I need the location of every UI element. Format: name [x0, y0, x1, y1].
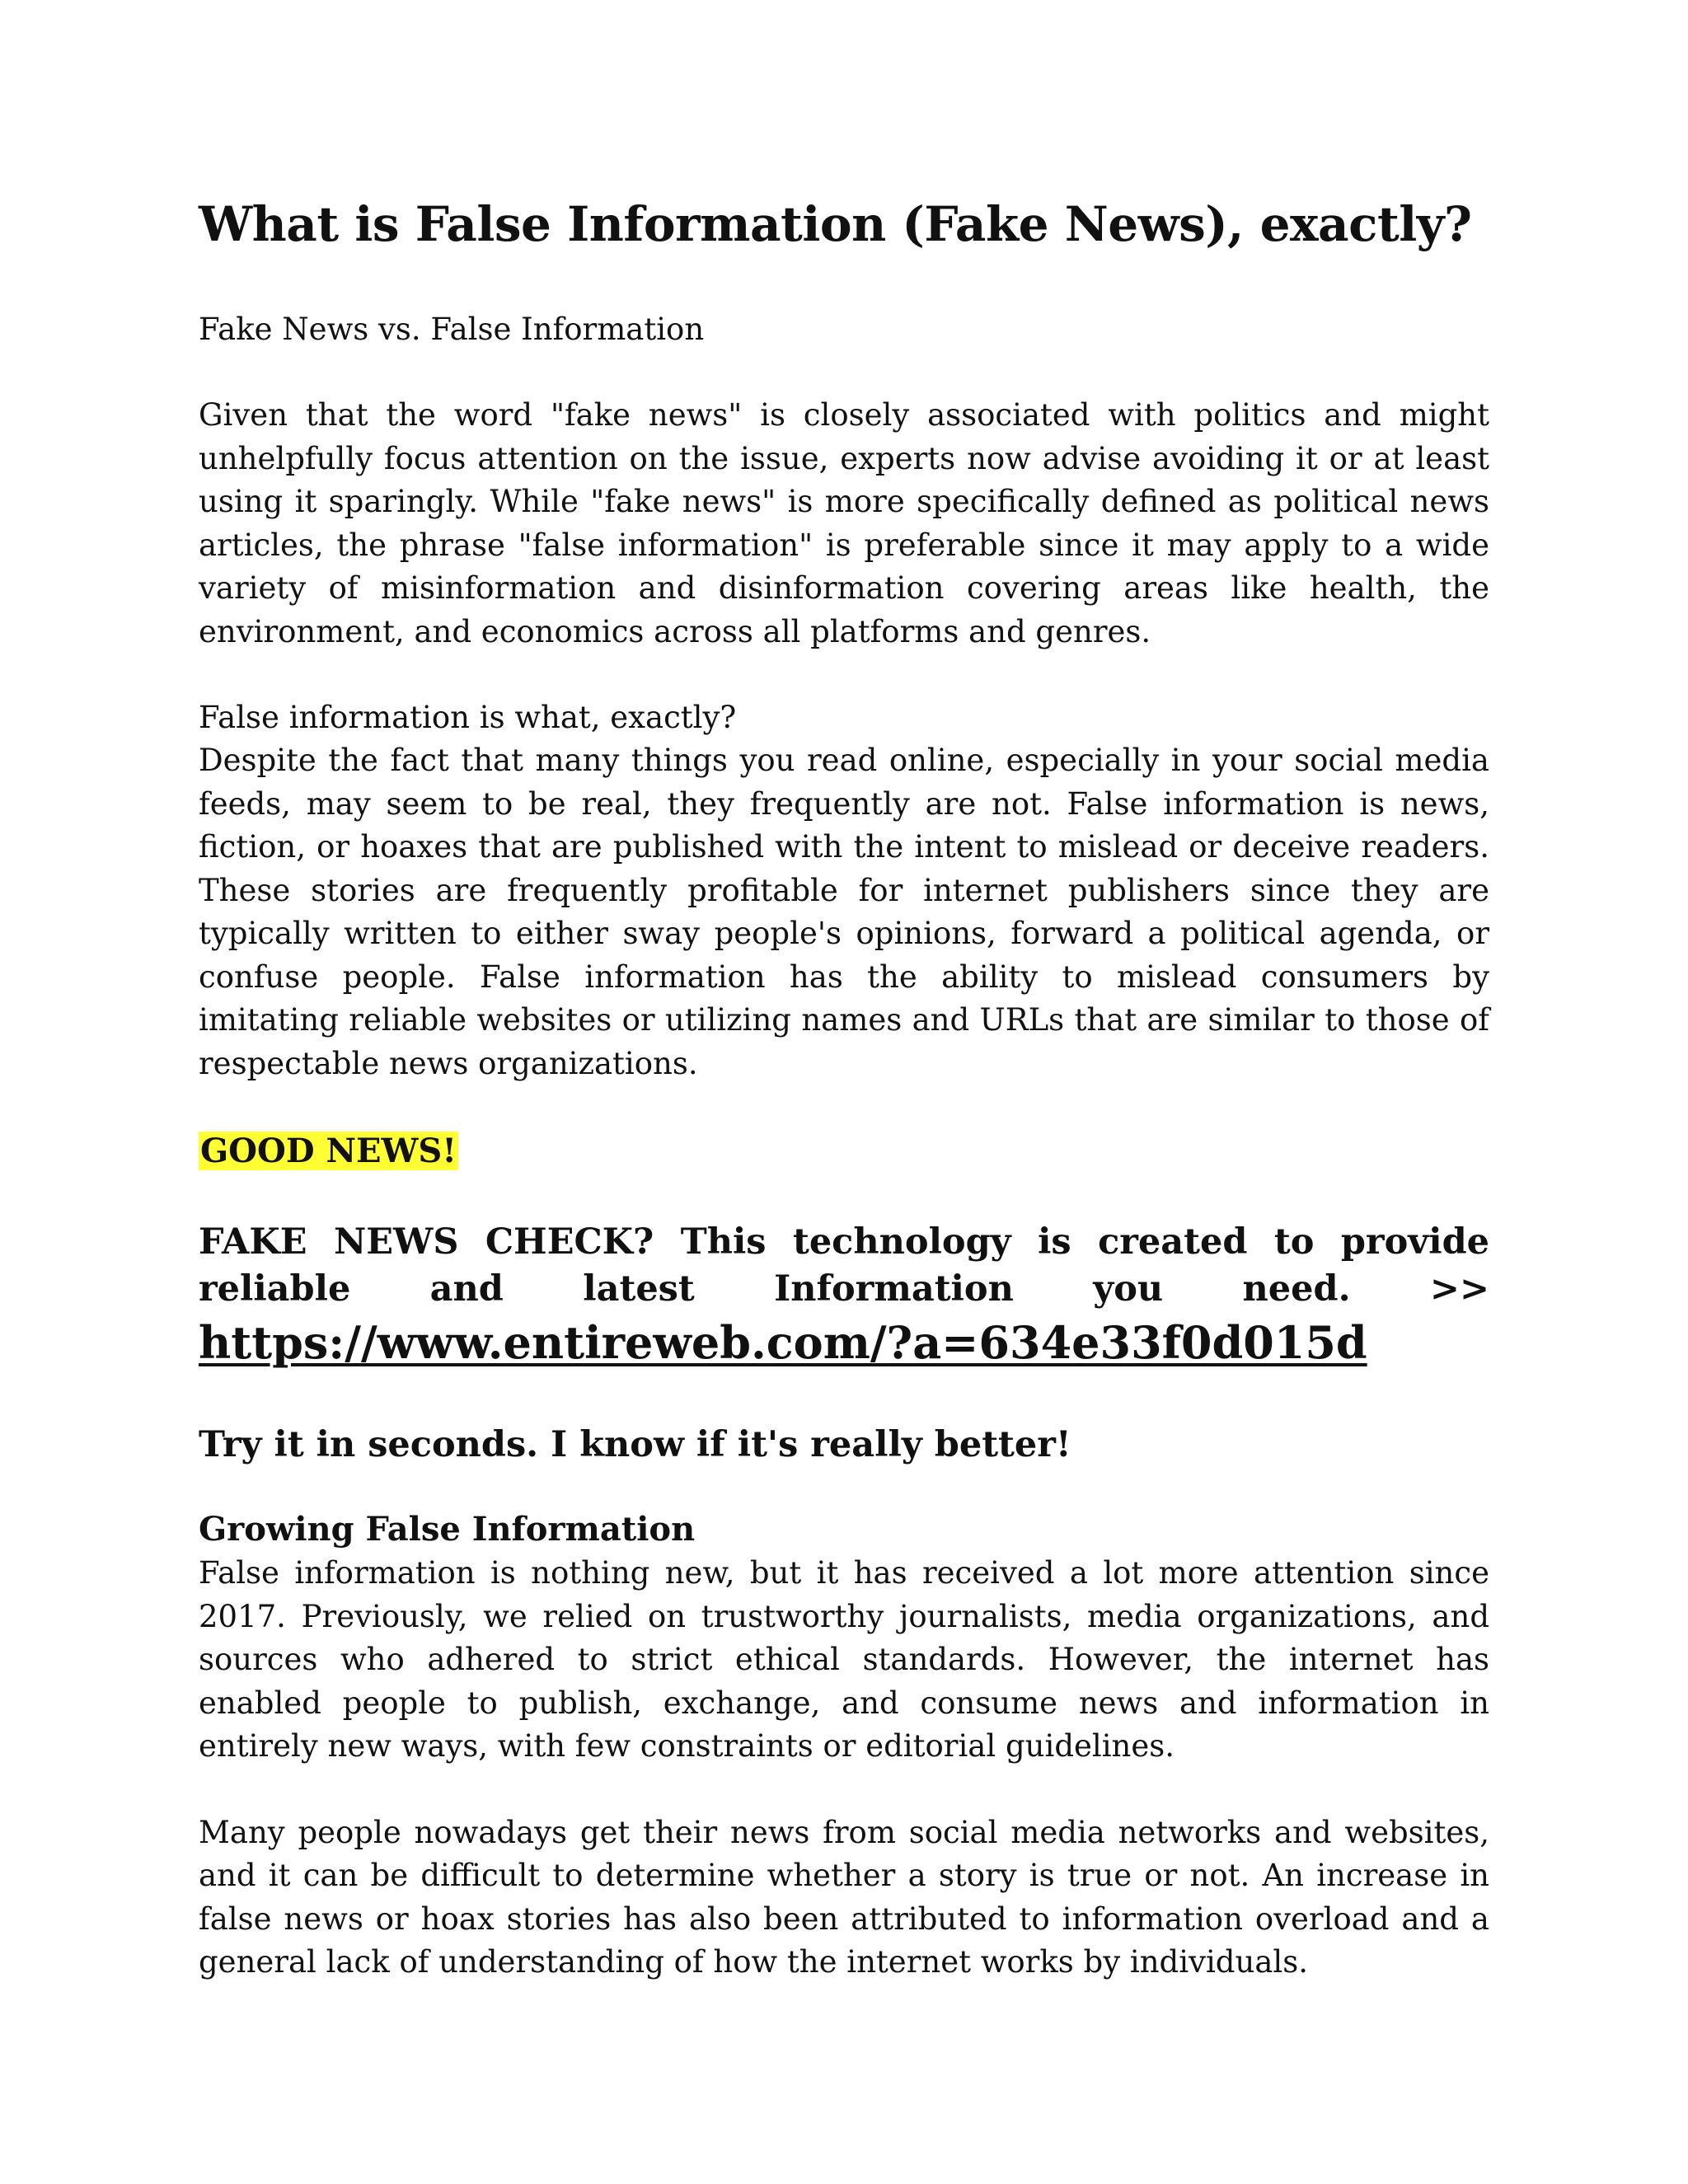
closing-paragraph: Many people nowadays get their news from social media networks and websites, and it can be difficult to determine whether a story is true or not. An increase in false news or hoax stories has also been attributed to information overload and a general lack of understanding of how the internet works by individuals.	[199, 1814, 1489, 1980]
section-heading: Growing False Information	[199, 1510, 696, 1549]
intro-paragraph: Given that the word "fake news" is closely associated with politics and might unhelpfully focus attention on the issue, experts now advise avoiding it or at least using it sparingly. While "fake news" is more specifically defined as political news articles, the phrase "false information" is preferable since it may apply to a wide variety of misinformation and disinformation covering areas like health, the environment, and economics across all platforms and genres.	[199, 397, 1489, 649]
document-title: What is False Information (Fake News), exactly?	[199, 196, 1472, 252]
definition-paragraph: Despite the fact that many things you read online, especially in your social media feeds, may seem to be real, they frequently are not. False information is news, fiction, or hoaxes that are published with the intent to mislead or deceive readers. These stories are frequently profitable for internet publishers since they are typically written to either sway people's opinions, forward a political agenda, or confuse people. False information has the ability to mislead consumers by imitating reliable websites or utilizing names and URLs that are similar to those of respectable news organizations.	[199, 743, 1489, 1081]
question-heading: False information is what, exactly?	[199, 700, 737, 735]
document-subtitle: Fake News vs. False Information	[199, 312, 705, 347]
try-text: Try it in seconds. I know if it's really better!	[199, 1424, 1071, 1465]
promo-link-line	[199, 1313, 1489, 1372]
highlight-line	[199, 1128, 1489, 1174]
promo-link[interactable]: https://www.entireweb.com/?a=634e33f0d015d	[199, 1316, 1367, 1369]
document-page	[199, 196, 1489, 1985]
promo-text: FAKE NEWS CHECK? This technology is created to provide reliable and latest Information you need. >>	[199, 1221, 1489, 1310]
growing-paragraph: False information is nothing new, but it has received a lot more attention since 2017. Previously, we relied on trustworthy journalists, media organizations, and sources who adhered to strict ethical standards. However, the internet has enabled people to publish, exchange, and consume news and information in entirely new ways, with few constraints or editorial guidelines.	[199, 1555, 1489, 1764]
good-news-highlight: GOOD NEWS!	[200, 1132, 457, 1170]
